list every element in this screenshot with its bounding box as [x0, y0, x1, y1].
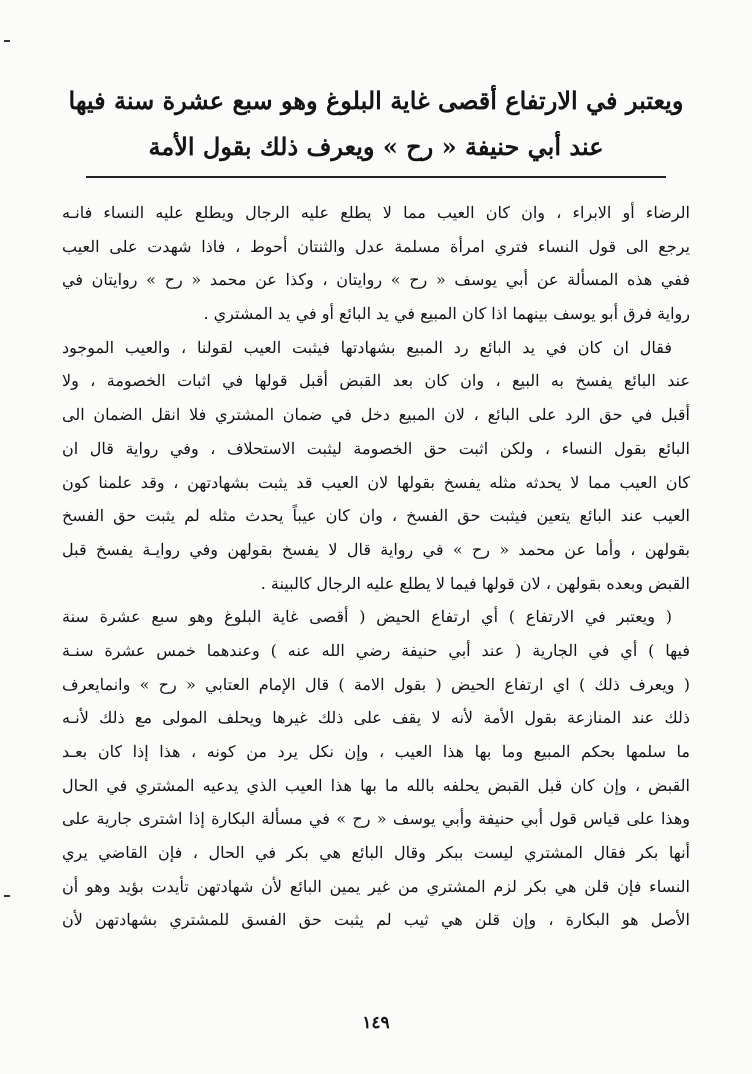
text-line: أقبل في حق الرد على البائع ، لان المبيع دخل في ضمان المشتري فلا انقل الضمان الى	[62, 405, 690, 425]
text-line: كان العيب مما لا يحدثه مثله يفسخ بقولها لان العيب قد يثبت بشهادتهن ، وقد علمنا كون	[62, 472, 690, 492]
page-number: ١٤٩	[362, 1013, 390, 1033]
text-line: أنها بكر فقال المشتري ليست ببكر وقال البائع هي بكر في الحال ، فإن القاضي يري	[62, 843, 690, 863]
text-line: القبض وبعده بقولهن ، لان قولها فيما لا يطلع عليه الرجال كالبينة .	[260, 573, 690, 593]
text-line: عند البائع يفسخ به البيع ، وان كان بعد القبض أقبل قولها في اثبات الخصومة ، ولا	[62, 371, 690, 391]
heading-line-1: ويعتبر في الارتفاع أقصى غاية البلوغ وهو سبع عشرة سنة فيها	[68, 86, 684, 115]
text-line: ففي هذه المسألة عن أبي يوسف « رح » روايتان ، وكذا عن محمد « رح » روايتان في	[62, 270, 690, 290]
text-line: ( ويعتبر في الارتفاع ) أي ارتفاع الحيض ( أقصى غاية البلوغ وهو سبع عشرة سنة	[62, 607, 672, 627]
scan-mark	[4, 895, 10, 897]
text-line: فقال ان كان في يد البائع رد المبيع بشهادتها فيثبت العيب لقولنا ، والعيب الموجود	[62, 337, 672, 357]
text-line: يرجع الى قول النساء فتري امرأة مسلمة عدل والثنتان أحوط ، فاذا شهدت على العيب	[62, 236, 690, 256]
text-line: وهذا على قياس قول أبي حنيفة وأبي يوسف « رح » في مسألة البكارة إذا اشترى جارية على	[62, 809, 690, 829]
text-line: العيب عند البائع يتعين فيثبت حق الفسخ ، وان كان عيباً يحدث مثله لم يثبت حق الفسخ	[62, 506, 690, 526]
text-line: النساء فإن قلن هي بكر لزم المشتري من غير يمين البائع لأن شهادتهن تأيدت بؤيد وهو أن	[62, 876, 690, 896]
text-line: ( ويعرف ذلك ) اي ارتفاع الحيض ( بقول الامة ) قال الإمام العتابي « رح » وانمايعرف	[62, 674, 690, 694]
heading-line-2: عند أبي حنيفة « رح » ويعرف ذلك بقول الأمة	[148, 132, 604, 161]
section-heading	[60, 78, 692, 170]
heading-divider	[86, 176, 666, 178]
text-line: الأصل هو البكارة ، وإن قلن هي ثيب لم يثبت حق الفسق للمشتري بشهادتهن لأن	[62, 910, 690, 930]
text-line: ذلك عند المنازعة بقول الأمة لأنه لا يقف على ذلك غيرها ويحلف المولى مع ذلك لأنـه	[62, 708, 690, 728]
text-line: بقولهن ، وأما عن محمد « رح » في رواية قال لا يفسخ بقولهن وفي روايـة يفسخ قبل	[62, 539, 690, 559]
scan-mark	[4, 40, 10, 42]
paragraph	[62, 600, 690, 937]
text-line: رواية فرق أبو يوسف بينهما اذا كان المبيع في يد البائع أو في يد المشتري .	[203, 304, 690, 324]
paragraph	[62, 196, 690, 331]
paragraph	[62, 331, 690, 601]
body-text	[62, 196, 690, 937]
text-line: القبض ، وإن كان قبل القبض يحلفه بالله ما بها هذا العيب الذي يدعيه المشتري في الحال	[62, 775, 690, 795]
text-line: فيها ) أي في الجارية ( عند أبي حنيفة رضي الله عنه ) وعندهما خمس عشرة سنـة	[62, 640, 690, 660]
text-line: الرضاء أو الابراء ، وان كان العيب مما لا يطلع عليه الرجال ويطلع عليه النساء فانـه	[62, 203, 690, 222]
text-line: ما سلمها بحكم المبيع وما بها هذا العيب ، وإن نكل يرد من كونه ، هذا إذا كان بعـد	[62, 742, 690, 761]
text-line: البائع بقول النساء ، ولكن اثبت حق الخصومة ليثبت الاستحلاف ، وفي رواية قال ان	[62, 438, 690, 458]
